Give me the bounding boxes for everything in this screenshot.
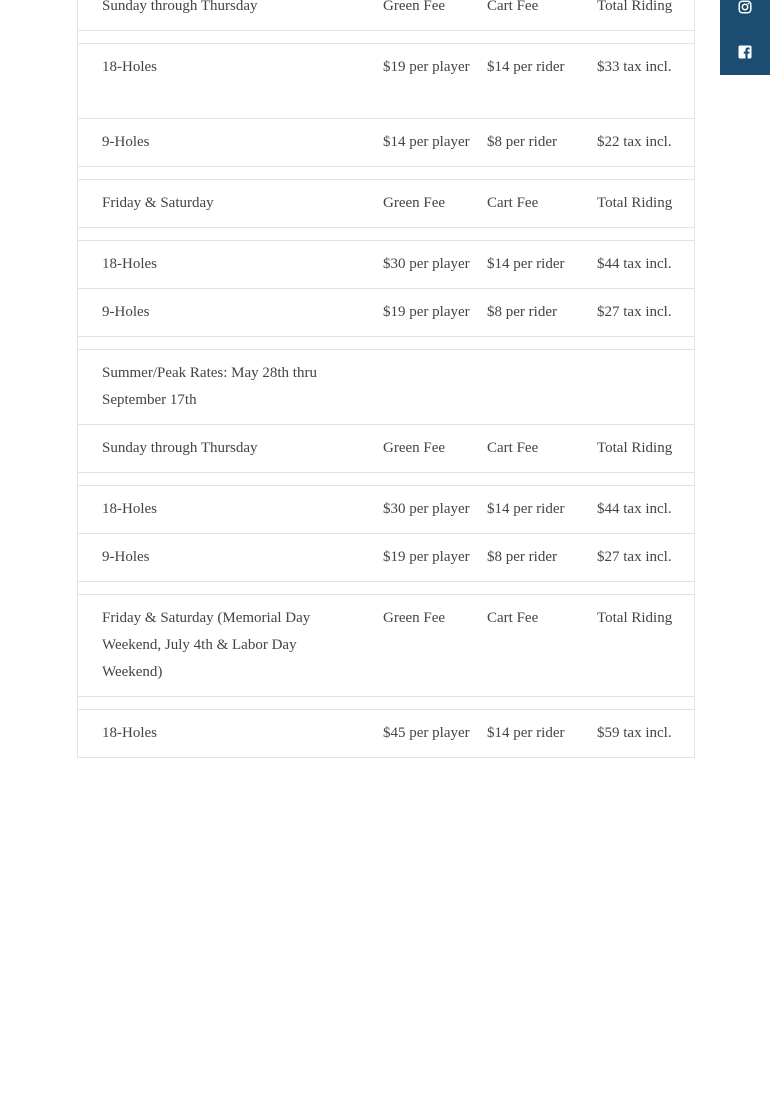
table-header-row: [78, 595, 694, 697]
label-cell: 18-Holes: [102, 501, 157, 517]
table-spacer-row: [78, 167, 694, 180]
cart-fee-cell: Cart Fee: [487, 440, 539, 456]
table-row: [78, 44, 694, 119]
instagram-icon[interactable]: [738, 0, 752, 14]
green-fee-cell: Green Fee: [383, 440, 446, 456]
label-cell: 9-Holes: [102, 549, 150, 565]
green-fee-cell: Green Fee: [383, 0, 446, 14]
label-cell: 18-Holes: [102, 59, 157, 75]
label-cell: Summer/Peak Rates: May 28th thru September 17th: [102, 365, 317, 408]
total-riding-cell: $59 tax incl.: [597, 725, 672, 741]
total-riding-cell: Total Riding: [597, 0, 673, 14]
table-spacer-row: [78, 582, 694, 595]
table-spacer-row: [78, 31, 694, 44]
table-row: [78, 241, 694, 289]
green-fee-cell: $19 per player: [383, 549, 470, 565]
label-cell: 18-Holes: [102, 256, 157, 272]
label-cell: Friday & Saturday (Memorial Day Weekend, July 4th & Labor Day Weekend): [102, 610, 311, 680]
facebook-icon[interactable]: [738, 45, 752, 59]
rates-table: [77, 0, 695, 758]
table-row: [78, 534, 694, 582]
total-riding-cell: $44 tax incl.: [597, 501, 672, 517]
label-cell: Friday & Saturday: [102, 195, 214, 211]
cart-fee-cell: $8 per rider: [487, 304, 557, 320]
cart-fee-cell: $14 per rider: [487, 501, 565, 517]
total-riding-cell: $27 tax incl.: [597, 304, 672, 320]
cart-fee-cell: $14 per rider: [487, 725, 565, 741]
table-spacer-row: [78, 228, 694, 241]
cart-fee-cell: Cart Fee: [487, 0, 539, 14]
cart-fee-cell: $14 per rider: [487, 59, 565, 75]
cart-fee-cell: $8 per rider: [487, 134, 557, 150]
green-fee-cell: $30 per player: [383, 256, 470, 272]
total-riding-cell: $44 tax incl.: [597, 256, 672, 272]
green-fee-cell: $19 per player: [383, 59, 470, 75]
label-cell: 18-Holes: [102, 725, 157, 741]
table-row: [78, 710, 694, 758]
green-fee-cell: [383, 350, 487, 424]
table-spacer-row: [78, 697, 694, 710]
table-spacer-row: [78, 337, 694, 350]
green-fee-cell: $14 per player: [383, 134, 470, 150]
total-riding-cell: $22 tax incl.: [597, 134, 672, 150]
table-row: [78, 289, 694, 337]
table-spacer-row: [78, 473, 694, 486]
total-riding-cell: $33 tax incl.: [597, 59, 672, 75]
total-riding-cell: Total Riding: [597, 440, 673, 456]
table-row: [78, 486, 694, 534]
green-fee-cell: $30 per player: [383, 501, 470, 517]
total-riding-cell: Total Riding: [597, 610, 673, 626]
green-fee-cell: $19 per player: [383, 304, 470, 320]
total-riding-cell: $27 tax incl.: [597, 549, 672, 565]
cart-fee-cell: Cart Fee: [487, 610, 539, 626]
total-riding-cell: Total Riding: [597, 195, 673, 211]
green-fee-cell: $45 per player: [383, 725, 470, 741]
total-riding-cell: [597, 350, 694, 424]
green-fee-cell: Green Fee: [383, 610, 446, 626]
label-cell: Sunday through Thursday: [102, 440, 258, 456]
cart-fee-cell: $14 per rider: [487, 256, 565, 272]
table-row: [78, 119, 694, 167]
label-cell: 9-Holes: [102, 304, 150, 320]
green-fee-cell: Green Fee: [383, 195, 446, 211]
cart-fee-cell: Cart Fee: [487, 195, 539, 211]
cart-fee-cell: [487, 350, 597, 424]
label-cell: Sunday through Thursday: [102, 0, 258, 14]
section-title-row: [78, 350, 694, 425]
social-sidebar: [720, 0, 770, 75]
table-header-row: [78, 0, 694, 31]
label-cell: 9-Holes: [102, 134, 150, 150]
cart-fee-cell: $8 per rider: [487, 549, 557, 565]
table-header-row: [78, 180, 694, 228]
table-header-row: [78, 425, 694, 473]
